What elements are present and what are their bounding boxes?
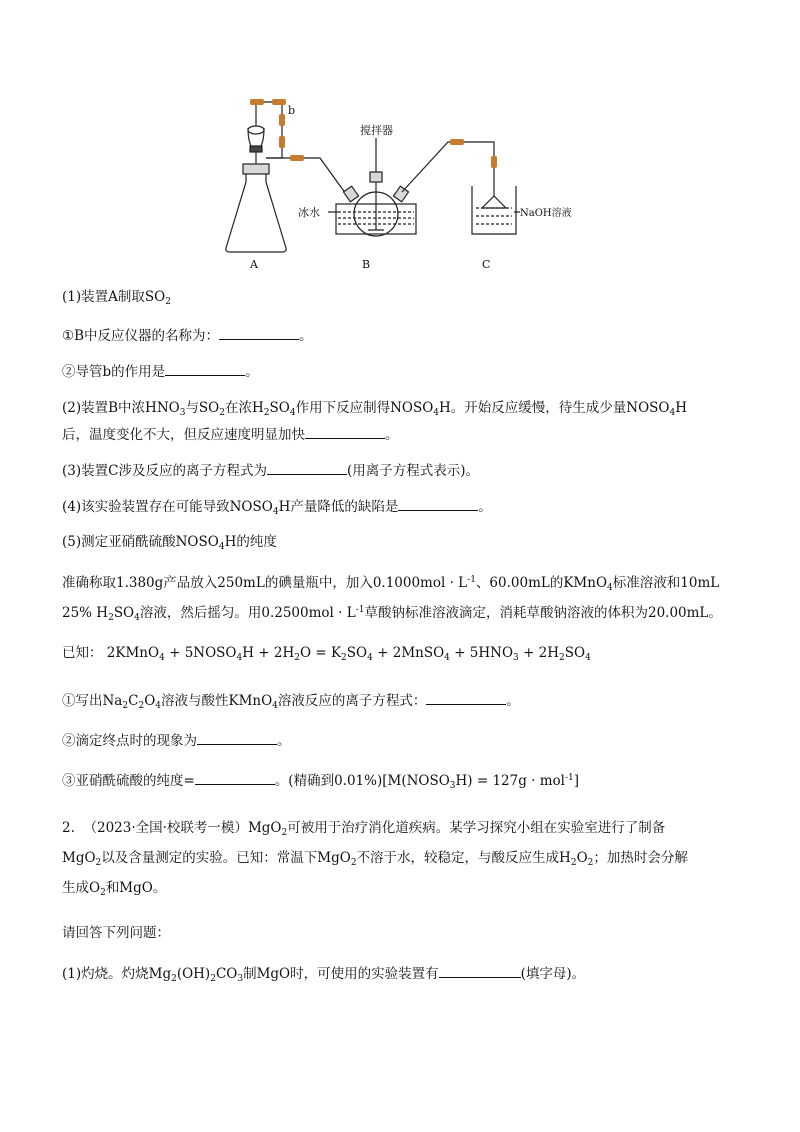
q2-line1: (2)装置B中浓$HNO_3$与$SO_2$在浓$H_2SO_4$作用下反应制得$NOSO_4H$。开始反应缓慢，待生成少量$NOSO_4H$ (62, 400, 687, 418)
answer-blank[interactable] (426, 690, 506, 705)
label-stirrer: 搅拌器 (360, 124, 393, 137)
q1-part2: ②导管b的作用是 。 (62, 361, 259, 382)
p2-line3: 生成$O_2$和MgO。 (62, 880, 167, 898)
answer-blank[interactable] (165, 361, 245, 376)
answer-blank[interactable] (219, 325, 299, 340)
stopper-a (243, 164, 269, 174)
conical-flask-a (226, 170, 286, 252)
q5-step2: ②滴定终点时的现象为 。 (62, 730, 291, 751)
q1-title: (1)装置A制取$SO_2$ (62, 289, 171, 307)
delivery-tube-bc (402, 142, 494, 196)
p2-prompt: 请回答下列问题： (62, 925, 170, 941)
q4: (4)该实验装置存在可能导致$NOSO_4H$产量降低的缺陷是 。 (62, 496, 492, 522)
label-c: C (482, 258, 491, 271)
label-naoh: NaOH溶液 (520, 208, 572, 219)
answer-blank[interactable] (195, 770, 275, 785)
answer-blank[interactable] (439, 963, 521, 978)
apparatus-diagram (210, 90, 572, 271)
label-ice-water: 冰水 (298, 206, 320, 219)
p2-q1: (1)灼烧。灼烧$Mg_2(OH)_2CO_3$制MgO时，可使用的实验装置有 (填字母)。 (62, 963, 585, 989)
stirrer (368, 138, 384, 230)
q5-step1: ①写出$Na_2C_2O_4$溶液与酸性KMnO$_4$溶液反应的离子方程式： 。 (62, 690, 520, 716)
q5-title: (5)测定亚硝酰硫酸$NOSO_4H$的纯度 (62, 534, 277, 552)
q5-para1: 准确称取1.380g产品放入250mL的碘量瓶中，加入$0.1000mol \cdot L^{-1}$、60.00mL的KMnO$_4$标准溶液和10mL (62, 575, 720, 593)
q3: (3)装置C涉及反应的离子方程式为 (用离子方程式表示)。 (62, 460, 479, 481)
p2-line2: MgO$_2$以及含量测定的实验。已知：常温下MgO$_2$不溶于水，较稳定，与酸反应生成$H_2O_2$；加热时会分解 (62, 850, 688, 868)
q5-para2: 25% $H_2SO_4$溶液，然后摇匀。用$0.2500mol \cdot L^{-1}$草酸钠标准溶液滴定，消耗草酸钠溶液的体积为20.00mL。 (62, 605, 722, 623)
label-b-device: B (362, 258, 371, 271)
q5-known-equation: 已知： 2KMnO$_4$ + $5NOSO_4H + 2H_2O = K_2SO_4$ + 2MnSO$_4$ + $5HNO_3 + 2H_2SO_4$ (62, 645, 591, 663)
answer-blank[interactable] (197, 730, 277, 745)
answer-blank[interactable] (267, 460, 347, 475)
q2-line2: 后，温度变化不大，但反应速度明显加快 。 (62, 424, 399, 445)
inverted-funnel (482, 196, 506, 208)
q5-step3: ③亚硝酰硫酸的纯度= 。(精确到$0.01\%)[M(NOSO_3H) = 127g \cdot mol^{-1}]$ (62, 768, 579, 796)
p2-line1: 2. （2023·全国·校联考一模）MgO$_2$可被用于治疗消化道疾病。某学习探究小组在实验室进行了制备 (62, 820, 666, 838)
delivery-tube-ab (266, 158, 346, 194)
label-a: A (250, 258, 258, 271)
answer-blank[interactable] (398, 496, 478, 511)
q1-part1: ①B中反应仪器的名称为： 。 (62, 325, 313, 346)
label-b: b (288, 104, 296, 117)
answer-blank[interactable] (305, 424, 385, 439)
